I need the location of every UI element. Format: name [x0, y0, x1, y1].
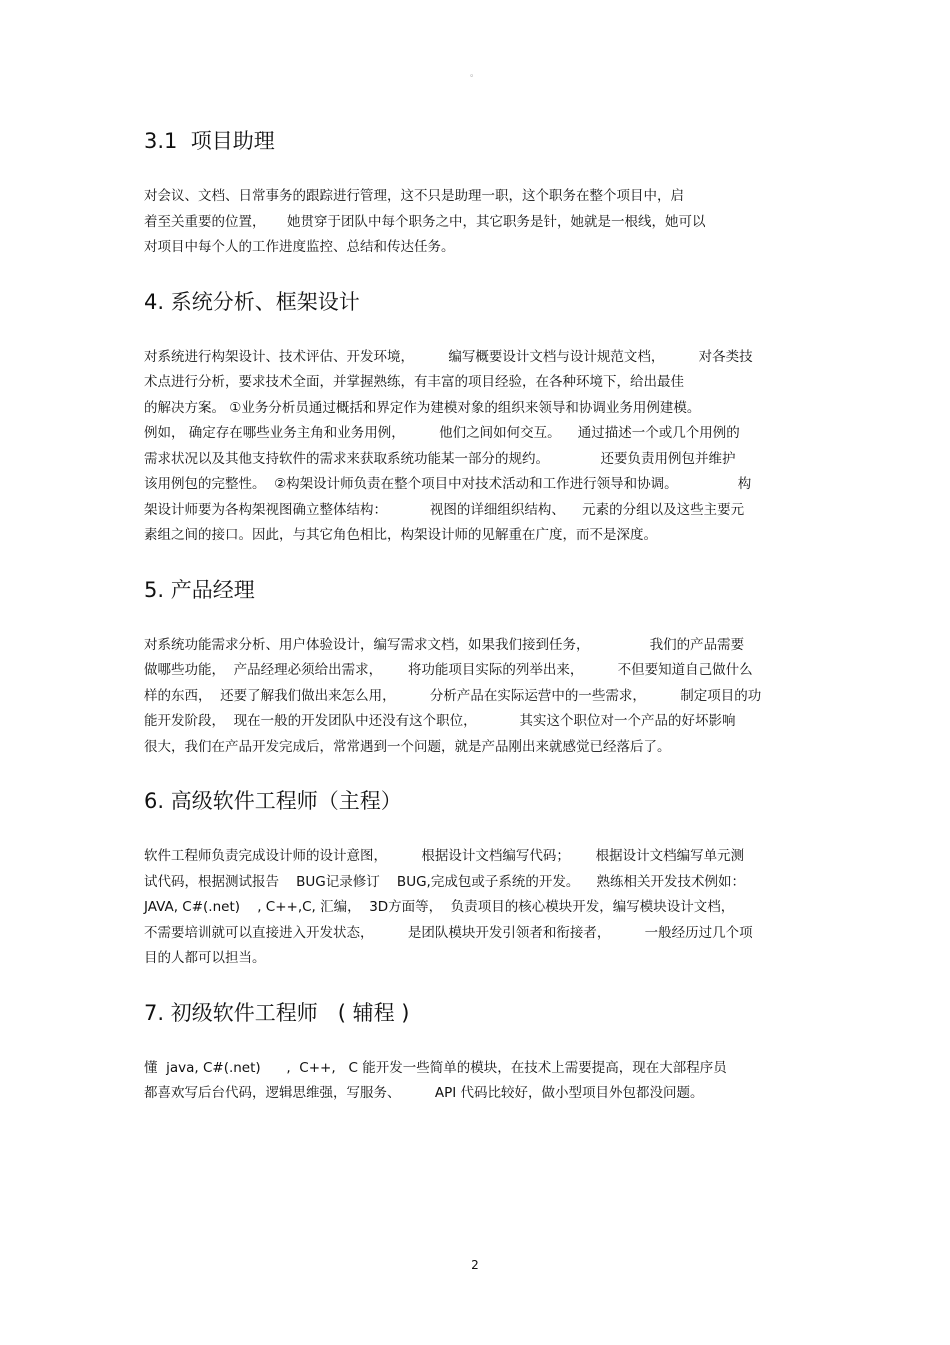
section-heading: 5. 产品经理 [144, 577, 255, 602]
section-project-assistant [144, 126, 814, 261]
paragraph-line: 能开发阶段， 现在一般的开发团队中还没有这个职位， 其实这个职位对一个产品的好坏影响 [144, 713, 736, 729]
paragraph-line: 都喜欢写后台代码，逻辑思维强，写服务、 API 代码比较好，做小型项目外包都没问题。 [144, 1085, 704, 1101]
paragraph-line: 对系统进行构架设计、技术评估、开发环境， 编写概要设计文档与设计规范文档， 对各类技 [144, 348, 753, 365]
paragraph-line: 素组之间的接口。因此，与其它角色相比，构架设计师的见解重在广度，而不是深度。 [144, 527, 657, 543]
document-body [144, 126, 814, 1133]
paragraph-line: 对会议、文档、日常事务的跟踪进行管理，这不只是助理一职，这个职务在整个项目中，启 [144, 188, 684, 204]
section-heading: 6. 高级软件工程师（主程） [144, 789, 402, 813]
paragraph-line: 很大，我们在产品开发完成后，常常遇到一个问题，就是产品刚出来就感觉已经落后了。 [144, 738, 671, 755]
section-product-manager [144, 575, 814, 761]
paragraph-line: 架设计师要为各构架视图确立整体结构： 视图的详细组织结构、 元素的分组以及这些主要元 [144, 501, 745, 518]
paragraph-line: 样的东西， 还要了解我们做出来怎么用， 分析产品在实际运营中的一些需求， 制定项目的功 [144, 687, 762, 704]
paragraph-line: JAVA, C#(.net) , C++,C, 汇编， 3D方面等， 负责项目的核心模块开发，编写模块设计文档， [144, 899, 735, 915]
paragraph-line: 的解决方案。 ①业务分析员通过概括和界定作为建模对象的组织来领导和协调业务用例建模。 [144, 399, 701, 416]
section-system-analysis [144, 287, 814, 549]
section-junior-engineer [144, 998, 814, 1107]
section-senior-engineer [144, 786, 814, 972]
paragraph-line: 做哪些功能， 产品经理必须给出需求， 将功能项目实际的列举出来， 不但要知道自己做什么 [144, 662, 753, 678]
paragraph-line: 例如， 确定存在哪些业务主角和业务用例， 他们之间如何交互。 通过描述一个或几个用例的 [144, 425, 740, 441]
paragraph-line: 不需要培训就可以直接进入开发状态， 是团队模块开发引领者和衔接者， 一般经历过几个项 [144, 924, 753, 941]
section-paragraph [144, 184, 814, 261]
section-heading: 4. 系统分析、框架设计 [144, 289, 360, 314]
section-heading: 3.1 项目助理 [144, 129, 275, 153]
paragraph-line: 着至关重要的位置， 她贯穿于团队中每个职务之中，其它职务是针，她就是一根线，她可以 [144, 213, 706, 230]
paragraph-line: 该用例包的完整性。 ②构架设计师负责在整个项目中对技术活动和工作进行领导和协调。 构 [144, 476, 752, 492]
paragraph-line: 需求状况以及其他支持软件的需求来获取系统功能某一部分的规约。 还要负责用例包并维护 [144, 450, 736, 467]
paragraph-line: 对项目中每个人的工作进度监控、总结和传达任务。 [144, 239, 455, 255]
section-paragraph [144, 633, 814, 761]
paragraph-line: 软件工程师负责完成设计师的设计意图， 根据设计文档编写代码； 根据设计文档编写单元测 [144, 848, 745, 864]
section-paragraph [144, 1056, 814, 1107]
paragraph-line: 对系统功能需求分析、用户体验设计，编写需求文档，如果我们接到任务， 我们的产品需要 [144, 636, 745, 653]
top-mark: 。 [470, 69, 480, 79]
section-paragraph [144, 844, 814, 972]
paragraph-line: 懂 java, C#(.net) , C++, C 能开发一些简单的模块，在技术上需要提高，现在大部程序员 [144, 1059, 727, 1076]
paragraph-line: 目的人都可以担当。 [144, 950, 266, 966]
section-heading: 7. 初级软件工程师 ( 辅程 ) [144, 1000, 410, 1025]
paragraph-line: 试代码，根据测试报告 BUG记录修订 BUG,完成包或子系统的开发。 熟练相关开发技术例如： [144, 873, 745, 890]
paragraph-line: 术点进行分析，要求技术全面，并掌握熟练，有丰富的项目经验，在各种环境下，给出最佳 [144, 374, 684, 390]
section-paragraph [144, 345, 814, 549]
page-number: 2 [471, 1258, 479, 1272]
